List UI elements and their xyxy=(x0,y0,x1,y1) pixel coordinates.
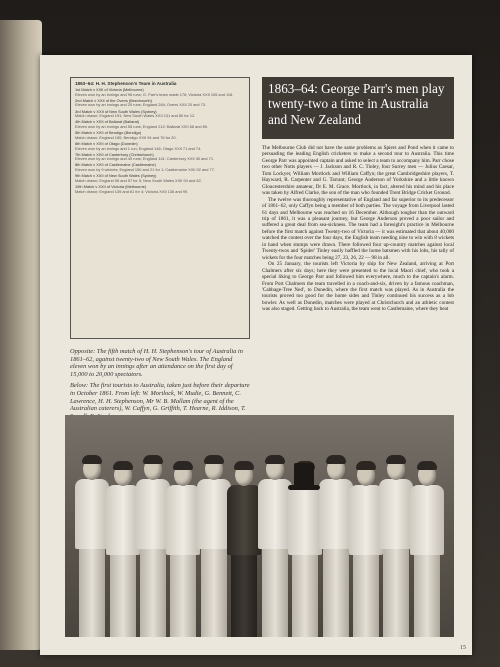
player-legs xyxy=(414,553,440,637)
player-torso xyxy=(136,479,170,549)
match-entry-heading: 5th Match v XXII of Bendigo (Bendigo) xyxy=(75,131,142,136)
player-legs xyxy=(353,553,379,637)
match-list xyxy=(75,88,245,194)
player-hair xyxy=(356,461,376,470)
match-entry xyxy=(75,185,245,194)
player-legs xyxy=(201,547,227,637)
match-entry xyxy=(75,174,245,183)
player-torso xyxy=(166,485,200,555)
player-torso xyxy=(197,479,231,549)
match-entry-heading: 8th Match v XXII of Castlemaine (Castlemaine) xyxy=(75,163,156,168)
team-photograph xyxy=(65,415,454,637)
match-entry-result: Eleven won by an innings and 55 runs; England 212; Ballarat XXII 68 and 89. xyxy=(75,123,209,129)
player-hair xyxy=(417,461,437,470)
top-hat-brim-icon xyxy=(288,485,320,490)
player-torso xyxy=(227,485,261,555)
page-number: 15 xyxy=(460,645,466,651)
match-entry-heading: 3rd Match v XXII of New South Wales (Sydney) xyxy=(75,109,157,114)
player-torso xyxy=(379,479,413,549)
match-list-box xyxy=(70,77,250,339)
match-entry-result: Eleven won by an innings and 1 run; England 146; Otago XXII 71 and 74. xyxy=(75,145,202,151)
player-torso xyxy=(106,485,140,555)
player-hair xyxy=(204,455,224,464)
player-legs xyxy=(170,553,196,637)
match-entry-result: Eleven won by an innings and 20 runs; England 264; Ovens XXII 20 and 73. xyxy=(75,102,207,108)
match-entry xyxy=(75,131,245,140)
match-entry-heading: 1st Match v XXII of Victoria (Melbourne) xyxy=(75,88,144,92)
match-entry xyxy=(75,153,245,162)
match-entry-result: Match drawn; England 191; New South Wales XXII 131 and 80 for 12. xyxy=(75,113,196,119)
chapter-title: 1863–64: George Parr's men play twenty-two a time in Australia and New Zealand xyxy=(268,81,445,127)
match-entry-heading: 10th Match v XXII of Victoria (Melbourne) xyxy=(75,185,147,190)
player-torso xyxy=(288,485,322,555)
match-entry xyxy=(75,99,245,108)
book-page xyxy=(40,55,472,655)
player-torso xyxy=(349,485,383,555)
player-legs xyxy=(231,553,257,637)
body-text xyxy=(262,145,454,313)
match-entry-heading: 9th Match v XXII of New South Wales (Sydney) xyxy=(75,174,157,179)
caption-paragraph-2: Below: The first tourists to Australia, taken just before their departure in October 1861. From left: W. Mortlock, W. Mudie, G. Bennett, C. Lawrence, H. H. Stephenson, Mr W. B. Mallam (the agent of the Australian caterers), W. Caffyn, G. Griffith, T. Hearne, R. Iddison, T. xyxy=(70,382,250,413)
match-entry-result: Match drawn; England 96 and 57 for 5; New South Wales XXII 94 and 82. xyxy=(75,177,202,183)
match-entry xyxy=(75,163,245,172)
chapter-heading-block xyxy=(262,77,454,139)
player-legs xyxy=(383,547,409,637)
match-entry-heading: 4th Match v XXII of Ballarat (Ballarat) xyxy=(75,120,140,125)
match-list-title: 1863–64: H. H. Stephenson's Team in Australia xyxy=(75,81,177,86)
match-entry-result: Eleven won by an innings and 40 runs; England 141; Canterbury XXII 30 and 71. xyxy=(75,156,215,162)
match-entry-heading: 6th Match v XXII of Otago (Dunedin) xyxy=(75,141,138,146)
player-legs xyxy=(323,547,349,637)
match-entry xyxy=(75,120,245,129)
player-hair xyxy=(234,461,254,470)
player-legs xyxy=(262,547,288,637)
match-entry-result: Match drawn; England 139 and 61 for 4; Victoria XXII 138 and 99. xyxy=(75,188,189,194)
match-entry-result: Eleven won by an innings and 96 runs; G. Parr's team made 176; Victoria XXII 105 and 118. xyxy=(75,91,234,97)
player-hair xyxy=(143,455,163,464)
player-hair xyxy=(173,461,193,470)
player-legs xyxy=(292,553,318,637)
match-entry-result: Eleven won by 9 wickets; England 150 and 21 for 1; Castlemaine XXII 92 and 77. xyxy=(75,167,215,173)
match-entry-heading: 2nd Match v XXII of the Ovens (Beechworth) xyxy=(75,98,152,103)
left-caption xyxy=(70,348,250,424)
player-torso xyxy=(258,479,292,549)
player-legs xyxy=(140,547,166,637)
player-hair xyxy=(386,455,406,464)
match-entry xyxy=(75,142,245,151)
body-paragraph-1: The Melbourne Club did not have the same problems as Spiers and Pond when it came to persuading the leading English cricketers to make a second tour to Australia. This time George Parr was appointed captain and asked to select a team to accompany him. Parr chose two other Notts players — J. Jackson and R. C. Tinley, four Surrey men — Julius Caesar, Tom Lockyer, William Mortlock and William Caffyn; the great Cambridgeshire players, T. Hayward, R. Carpenter and G. Tarrant; George Anderson of Yorkshire and a little known Gloucestershire amateur, Dr E. M. Grace. Mortlock, in fact, altered his mind and his place was taken by Alfred Clarke, the son of the man who founded Trent Bridge Cricket Ground. xyxy=(262,145,454,197)
top-hat-icon xyxy=(294,463,314,487)
player-legs xyxy=(79,547,105,637)
left-page-edge xyxy=(0,20,42,650)
player-torso xyxy=(75,479,109,549)
match-entry-result: Match drawn; England 180; Bendigo XXII 94 and 76 for 20. xyxy=(75,134,177,140)
caption-paragraph-1: Opposite: The fifth match of H. H. Stephenson's tour of Australia in 1861–62, against twenty-two of New South Wales. The England eleven won by an innings after an attendance on the first day of 15,000 to 20,000 spectators. xyxy=(70,348,243,378)
player-torso xyxy=(319,479,353,549)
player-hair xyxy=(82,455,102,464)
match-entry xyxy=(75,88,245,97)
match-entry xyxy=(75,110,245,119)
player-torso xyxy=(410,485,444,555)
body-paragraph-3: On 25 January, the tourists left Victoria by ship for New Zealand, arriving at Port Chalmers after six days; here they were presented to the local Maori chief, who took a special liking to George Parr and followed him everywhere, much to the captain's alarm. From Port Chalmers the team travelled in a coach-and-six, driven by a famous coachman, 'Cabbage-Tree Ned', to Dunedin, where the first match was played. As in Australia the tourists proved too good for the home sides and Tinley continued his success as a lob bowler. As well as Dunedin, matches were played at Christchurch and an athletic contest was also staged. Getting back to Australia, the team went to Castlemaine, where they beat xyxy=(262,261,454,313)
player-hair xyxy=(113,461,133,470)
body-paragraph-2: The twelve was thoroughly representative of England and far superior to its predecessor of 1861–62, only Caffyn being a member of both parties. The voyage from Liverpool lasted 61 days and Melbourne was reached on 16 December. Although tougher than the outward trip of 1861, it was a pleasant journey, but George Anderson proved a poor sailor and suffered a great deal from sea-sickness. The team had a foresight's practice in Melbourne before the first match against Twenty-two of Victoria — it was estimated that about 40,000 watched the contest over the four days, the English team needing nine to win with 8 wickets in hand when stumps were drawn. There followed four up-country matches against local Twenty-twos and 'Spider' Tinley easily baffled the home batsmen with his lobs, his tally of wickets for the four matches being 27, 23, 26, 22 — 98 in all. xyxy=(262,196,454,261)
player-legs xyxy=(110,553,136,637)
player-hair xyxy=(265,455,285,464)
player-hair xyxy=(326,455,346,464)
match-entry-heading: 7th Match v XXII of Canterbury (Christchurch) xyxy=(75,152,154,157)
